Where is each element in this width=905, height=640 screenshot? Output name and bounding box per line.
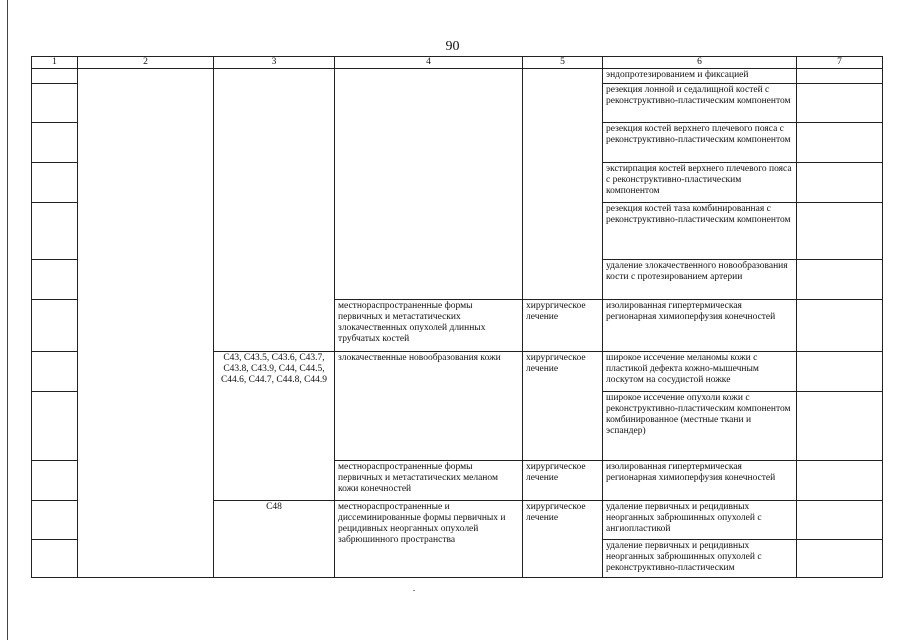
cell-col7	[797, 203, 883, 260]
cell-treatment-type: хирургическое лечение	[523, 501, 603, 578]
scan-speck	[413, 590, 415, 591]
cell-icd-codes: C48	[214, 501, 335, 578]
page-left-edge	[7, 0, 8, 640]
cell-col1	[32, 501, 78, 540]
table-row	[32, 69, 883, 84]
cell-col7	[797, 461, 883, 501]
cell-col1	[32, 260, 78, 300]
cell-col7	[797, 540, 883, 578]
cell-col2	[78, 69, 214, 578]
cell-diagnosis: местнораспространенные и диссеминированные формы первичных и рецидивных неорганных опухолей забрюшинного пространства	[335, 501, 523, 578]
column-header: 5	[523, 57, 603, 69]
cell-col1	[32, 540, 78, 578]
cell-procedure: резекция костей таза комбинированная с реконструктивно-пластическим компонентом	[603, 203, 797, 260]
cell-col7	[797, 84, 883, 123]
cell-treatment-type: хирургическое лечение	[523, 461, 603, 501]
medical-procedures-table	[31, 56, 883, 578]
cell-procedure: резекция костей верхнего плечевого пояса с реконструктивно-пластическим компонентом	[603, 123, 797, 163]
cell-treatment-type: хирургическое лечение	[523, 352, 603, 461]
cell-col1	[32, 69, 78, 84]
cell-treatment-type: хирургическое лечение	[523, 300, 603, 352]
cell-col1	[32, 461, 78, 501]
cell-procedure: эндопротезированием и фиксацией	[603, 69, 797, 84]
cell-col1	[32, 300, 78, 352]
cell-col7	[797, 69, 883, 84]
column-header: 6	[603, 57, 797, 69]
cell-diagnosis: местнораспространенные формы первичных и метастатических злокачественных опухолей длинных трубчатых костей	[335, 300, 523, 352]
cell-diagnosis: местнораспространенные формы первичных и метастатических меланом кожи конечностей	[335, 461, 523, 501]
cell-col1	[32, 163, 78, 203]
cell-procedure: экстирпация костей верхнего плечевого пояса с реконструктивно-пластическим компонентом	[603, 163, 797, 203]
cell-procedure: изолированная гипертермическая регионарная химиоперфузия конечностей	[603, 461, 797, 501]
cell-col7	[797, 163, 883, 203]
cell-col1	[32, 84, 78, 123]
cell-procedure: резекция лонной и седалищной костей с реконструктивно-пластическим компонентом	[603, 84, 797, 123]
cell-col7	[797, 352, 883, 392]
cell-col1	[32, 352, 78, 392]
page-number: 90	[445, 39, 460, 54]
cell-col5	[523, 69, 603, 300]
cell-col7	[797, 123, 883, 163]
cell-col1	[32, 123, 78, 163]
column-header: 4	[335, 57, 523, 69]
cell-col1	[32, 392, 78, 461]
table-header-row	[32, 57, 883, 69]
cell-icd-codes: C43, C43.5, C43.6, C43.7, C43.8, C43.9, C44, C44.5, C44.6, C44.7, C44.8, C44.9	[214, 352, 335, 501]
cell-procedure: удаление первичных и рецидивных неорганных забрюшинных опухолей с ангиопластикой	[603, 501, 797, 540]
cell-col7	[797, 501, 883, 540]
cell-col1	[32, 203, 78, 260]
cell-procedure: удаление первичных и рецидивных неорганных забрюшинных опухолей с реконструктивно-пластическим	[603, 540, 797, 578]
cell-col7	[797, 392, 883, 461]
cell-col4	[335, 69, 523, 300]
cell-col7	[797, 300, 883, 352]
cell-procedure: широкое иссечение меланомы кожи с пластикой дефекта кожно-мышечным лоскутом на сосудистой ножке	[603, 352, 797, 392]
column-header: 1	[32, 57, 78, 69]
cell-col3	[214, 69, 335, 352]
cell-diagnosis: злокачественные новообразования кожи	[335, 352, 523, 461]
cell-procedure: изолированная гипертермическая регионарная химиоперфузия конечностей	[603, 300, 797, 352]
cell-procedure: широкое иссечение опухоли кожи с реконструктивно-пластическим компонентом комбинированное (местные ткани и эспандер)	[603, 392, 797, 461]
cell-procedure: удаление злокачественного новообразования кости с протезированием артерии	[603, 260, 797, 300]
column-header: 2	[78, 57, 214, 69]
column-header: 7	[797, 57, 883, 69]
column-header: 3	[214, 57, 335, 69]
cell-col7	[797, 260, 883, 300]
